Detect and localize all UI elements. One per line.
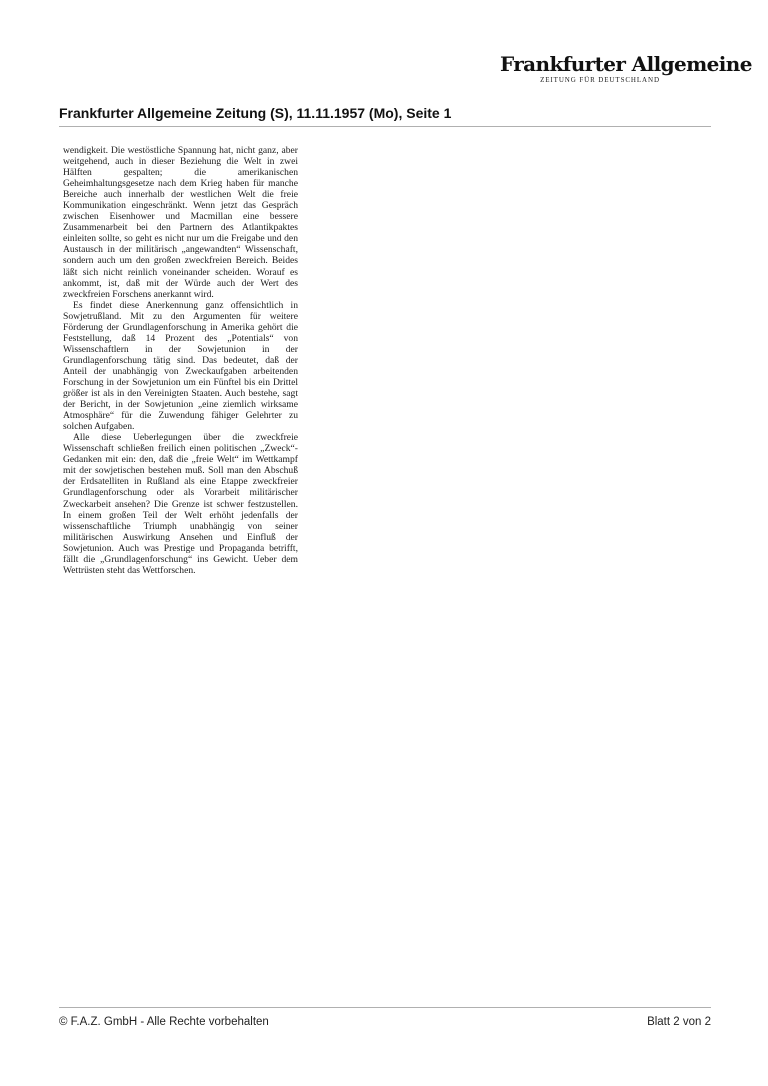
article-paragraph-1: wendigkeit. Die westöstliche Spannung hat, nicht ganz, aber weitgehend, auch in dieser Beziehung die Welt in zwei Hälften gespalten; die amerikanischen Geheimhaltungsgesetze nach dem Krieg haben für manche Bereiche auch innerhalb der westlichen Welt die freie Kommunikation eingeschränkt. Wenn jetzt das Gespräch zwischen Eisenhower und Macmillan eine bessere Zusammenarbeit bei den Partnern des Atlantikpaktes einleiten sollte, so geht es nicht nur um die Freigabe und den Austausch in der militärisch „angewandten“ Wissenschaft, sondern auch um den großen zweckfreien Bereich. Beides läßt sich nicht reinlich voneinander scheiden. Worauf es ankommt, ist, daß mit der Würde auch der Wert des zweckfreien Forschens anerkannt wird. [63,145,298,300]
logo-subtitle: ZEITUNG FÜR DEUTSCHLAND [540,76,660,84]
copyright-notice: © F.A.Z. GmbH - Alle Rechte vorbehalten [59,1016,269,1028]
logo-title: Frankfurter Allgemeine [500,52,752,76]
page-counter: Blatt 2 von 2 [647,1016,711,1028]
document-title: Frankfurter Allgemeine Zeitung (S), 11.11.1957 (Mo), Seite 1 [59,105,452,121]
article-paragraph-3: Alle diese Ueberlegungen über die zweckfreie Wissenschaft schließen freilich einen politischen „Zweck“-Gedanken mit ein: den, daß die „freie Welt“ im Wettkampf mit der sowjetischen bestehen muß. Soll man den Abschuß der Erdsatelliten in Rußland als eine Etappe zweckfreier Grundlagenforschung oder als Vorarbeit militärischer Zweckarbeit ansehen? Die Grenze ist schwer festzustellen. In einem großen Teil der Welt erhöht jedenfalls der wissenschaftliche Triumph unabhängig von seiner militärischen Auswirkung Ansehen und Einfluß der Sowjetunion. Auch was Prestige und Propaganda betrifft, fällt die „Grundlagenforschung“ ins Gewicht. Ueber dem Wettrüsten steht das Wettforschen. [63,432,298,576]
article-column [63,145,298,576]
header-divider [59,126,711,127]
footer-divider [59,1007,711,1008]
article-paragraph-2: Es findet diese Anerkennung ganz offensichtlich in Sowjetrußland. Mit zu den Argumenten für weitere Förderung der Grundlagenforschung in Amerika gehört die Feststellung, daß 14 Prozent des „Potentials“ von Wissenschaftlern in der Sowjetunion in der Grundlagenforschung tätig sind. Das bedeutet, daß der Anteil der unabhängig von Zweckaufgaben arbeitenden Forschung in der Sowjetunion um ein Fünftel bis ein Drittel größer ist als in den Vereinigten Staaten. Auch bestehe, sagt der Bericht, in der Sowjetunion „eine ziemlich wirksame Atmosphäre“ für die Zuwendung fähiger Gelehrter zu solchen Aufgaben. [63,299,298,433]
newspaper-logo [500,52,752,85]
